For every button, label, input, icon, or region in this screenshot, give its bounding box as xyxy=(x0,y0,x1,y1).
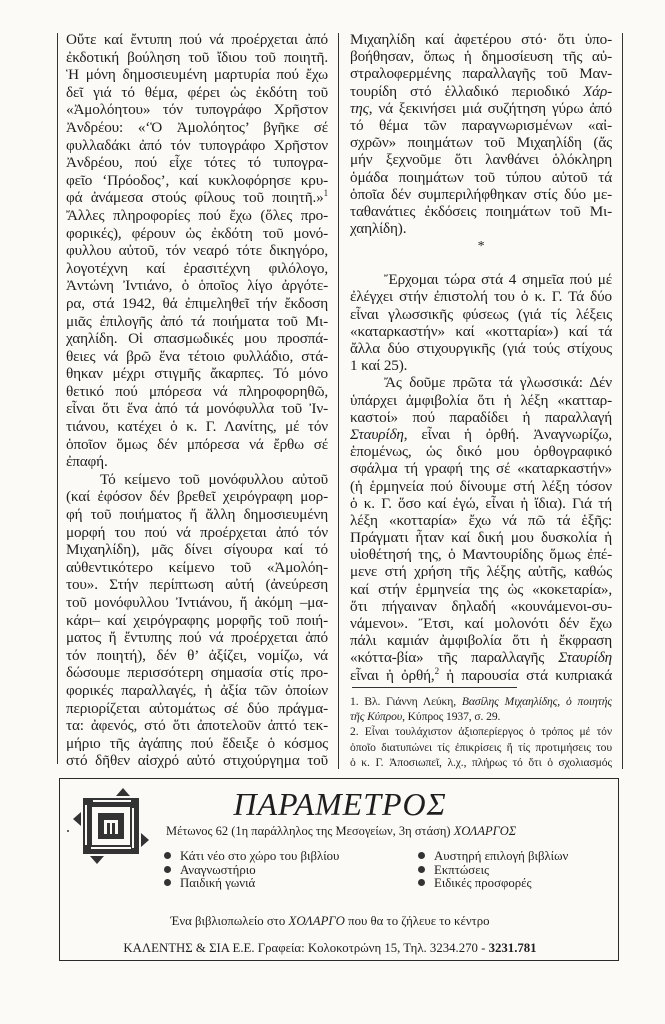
text-line: θετικό πού μπόρεσα νά πληροφορηθῶ, xyxy=(66,382,328,400)
bullet-icon xyxy=(164,879,171,886)
text-line: φυλλαδάκι ἀπό τόν τυπογράφο Χρῆστον xyxy=(66,136,328,154)
text-line: ἐκδοτική βούληση τοῦ ἴδιου τοῦ ποιητῆ. xyxy=(66,48,328,66)
text-line: ὁ κ. Γ. ὅσο καί ἐγώ, εἶναι ἡ ἴδια). Γιά τή xyxy=(350,494,612,512)
text-line: στό δῆθεν αἰσχρό αὐτό στιχούργημα τοῦ xyxy=(66,752,328,770)
text-line: μήριο τῆς ἀγάπης πού ἔδειξε ὁ κόσμος xyxy=(66,734,328,752)
italic-text: της xyxy=(350,99,369,117)
text-line: λέξη «κοτταρία» ἔχω νά πῶ τά ἑξῆς: xyxy=(350,511,612,529)
text-line: τόν ποιητή), δέν θ’ ἀξίζει, νομίζω, νά xyxy=(66,646,328,664)
text-line: μενε στή χρήση τῆς λέξης αὐτῆς, καθώς xyxy=(350,563,612,581)
text-line: λογοτέχνη καί ἐρασιτέχνη φιλόλογο, xyxy=(66,259,328,277)
text-line: Πράγματι ἦταν καί δική μου δυσκολία ἡ xyxy=(350,529,612,547)
text-line: αὐθεντικότερο κείμενο τοῦ «Ἀμολόη- xyxy=(66,558,328,576)
text-line xyxy=(350,694,612,709)
text-line: τοῦ μονόφυλλου Ἰντιάνου, ἤ ἀκόμη –μα- xyxy=(66,594,328,611)
italic-text: Χάρ- xyxy=(583,82,612,100)
text-line: κάρι– καί χειρόγραφης μορφῆς τοῦ ποιή- xyxy=(66,611,328,629)
text-line: βοήθησαν, ὅπως ἡ δημοσίευση τῆς αὐ- xyxy=(350,48,612,66)
text-line: «Ἀμολόητου» τόν τυπογράφο Χρῆστον xyxy=(66,101,328,119)
tagline-text: που θα το ζήλευε το κέντρο xyxy=(344,914,490,928)
text-line xyxy=(350,83,612,100)
text-line: Ἀντώνη Ἰντιάνο, ὁ ὁποῖος λίγο ἀργότε- xyxy=(66,277,328,295)
text-line: νάμενοι». Ἔτσι, καί μολονότι δέν ἔχω xyxy=(350,615,612,632)
text-line: υἱοθέτησή της, ὁ Μαντουρίδης ὅμως ἐπέ- xyxy=(350,546,612,564)
text-line: (ἡ ἑρμηνεία πού δίνουμε στή λέξη τόσον xyxy=(350,477,612,495)
text-line: φορικές παραλλαγές, ἡ ἀξία τῶν ὁποίων xyxy=(66,681,328,699)
right-column-rule xyxy=(622,33,623,769)
text-line: θηκαν μέχρι στιγμῆς ἄκαρπες. Τό μόνο xyxy=(66,365,328,383)
text-line: καί στήν ἑρμηνεία της ὡς «κοκεταρία», xyxy=(350,580,612,598)
italic-text: τῆς Κύπρου xyxy=(350,710,403,724)
text-line: Μιχαηλίδη καί ἀφετέρου στό· ὅτι ὑπο- xyxy=(350,31,612,48)
company-text: ΚΑΛΕΝΤΗΣ & ΣΙΑ Ε.Ε. Γραφεία: Κολοκοτρώνη 15, Τηλ. 3234.270 - xyxy=(123,941,489,955)
speck xyxy=(67,830,69,832)
footnote-separator xyxy=(352,687,517,688)
text-segment: , Κύπρος 1937, σ. 29. xyxy=(402,710,501,724)
text-line: ὁποῖο διατυπώνει τίς ἐπικρίσεις ἤ τίς προτιμήσεις του xyxy=(350,740,612,754)
bullet-icon xyxy=(418,866,425,873)
feature-item xyxy=(418,850,568,864)
text-line: περιορίζεται αὐτομάτως σέ δύο πράγμα- xyxy=(66,699,328,717)
text-line: 2. Εἶναι τουλάχιστον ἀξιοπερίεργος ὁ τρόπος μέ τόν xyxy=(350,725,612,739)
text-line: Ἡ μόνη δημοσιευμένη μαρτυρία πού ἔχω xyxy=(66,66,328,84)
text-line: ταθανάτιες ἐκδόσεις ποιημάτων τοῦ Μι- xyxy=(350,202,612,220)
text-line xyxy=(66,189,328,207)
text-line xyxy=(350,709,612,724)
feature-item xyxy=(164,850,339,864)
text-line: Ἀνδρέου, πού εἶχε τότες τό τυπογρα- xyxy=(66,154,328,172)
text-line: ρα, στά 1942, θά ἐπιμεληθεῖ τήν ἔκδοση xyxy=(66,294,328,312)
text-line: τα: ἀφενός, στό ὅτι ἀποτελοῦν ἀπτό τεκ- xyxy=(66,717,328,735)
text-line: (καί ἐφόσον δέν βρεθεῖ χειρόγραφη μορ- xyxy=(66,488,328,506)
text-line: στραλοφερμένης παραλλαγῆς τοῦ Μαν- xyxy=(350,65,612,83)
text-line xyxy=(350,649,612,666)
text-line: τιάνου, κατέχει ὁ κ. Γ. Λανίτης, μέ τόν xyxy=(66,418,328,436)
text-line: του». Στήν περίπτωση αὐτή (ἀνεύρεση xyxy=(66,576,328,594)
text-line: φυλλου αὐτοῦ, τόν νεαρό τότε δικηγόρο, xyxy=(66,242,328,260)
text-line: θειες νά βρῶ ἕνα τέτοιο φυλλάδιο, στά- xyxy=(66,347,328,365)
text-line: χαηλίδη). xyxy=(350,220,407,238)
text-line: φορικές), φέρουν ὡς ἐκδότη τοῦ μονό- xyxy=(66,224,328,242)
text-segment: ἡ παρουσία στά κυπριακά xyxy=(438,666,612,684)
bullet-icon xyxy=(164,866,171,873)
text-line: μιᾶς ἐπιλογῆς ἀπό τά ποιήματα τοῦ Μι- xyxy=(66,312,328,330)
tagline-text: Ένα βιβλιοπωλείο στο xyxy=(170,914,289,928)
text-segment: , νά ξεκινήσει μιά συζήτηση γύρω ἀπό xyxy=(368,99,612,117)
left-column-rule xyxy=(57,33,58,764)
feature-label: Αναγνωστήριο xyxy=(180,862,256,877)
phone-number: 3231.781 xyxy=(488,941,537,955)
text-segment: εἶναι ἡ ὀρθή, xyxy=(350,666,435,684)
text-line: Ἔρχομαι τώρα στά 4 σημεῖα πού μέ xyxy=(384,271,612,289)
text-line xyxy=(350,100,612,117)
bullet-icon xyxy=(418,879,425,886)
feature-item xyxy=(418,864,568,878)
store-name: ΠΑΡΑΜΕΤΡΟΣ xyxy=(233,786,447,822)
text-line: σχρῶν» ποιημάτων τοῦ Μιχαηλίδη (ἄς xyxy=(350,134,612,152)
feature-item xyxy=(418,877,568,891)
text-segment: 1. Βλ. Γιάννη Λεύκη, xyxy=(350,695,462,708)
right-text-column xyxy=(350,31,612,684)
feature-item xyxy=(164,877,339,891)
text-segment: , εἶναι ἡ ὀρθή. Ἀναγνωρίζω, xyxy=(403,425,612,443)
text-line: εἶναι γλωσσικῆς φύσεως (γιά τίς λέξεις xyxy=(350,305,612,323)
text-line: φή τοῦ ποιήματος ἤ ἄλλη δημοσιευμένη xyxy=(66,506,328,524)
text-line: ὑπάρχει ἀμφιβολία ὅτι ἡ λέξη «κατταρ- xyxy=(350,391,612,409)
text-line: σφάλμα τή γραφή της σέ «καταρκαστήν» xyxy=(350,460,612,478)
bullet-icon xyxy=(164,852,171,859)
text-segment: τουρίδη στό ἑλλαδικό περιοδικό xyxy=(350,82,583,100)
text-line: ὁ κ. Γ. Ἀποσιωπεῖ, λ.χ., πλήρως τό ὅτι ὁ σχολιασμός xyxy=(350,755,612,769)
store-address xyxy=(166,824,516,839)
features-left xyxy=(164,850,339,891)
text-line: ἑπομένως, ὡς δικό μου ὀρθογραφικό xyxy=(350,443,612,461)
footnote-ref: 2 xyxy=(434,665,439,676)
address-town: ΧΟΛΑΡΓΟΣ xyxy=(453,824,517,838)
text-line: ἄλλα δύο στιχουργικῆς (γιά τούς στίχους xyxy=(350,340,612,357)
text-line xyxy=(350,426,612,443)
text-line: χαηλίδη. Οἱ σπασμωδικές μου προσπά- xyxy=(66,330,328,348)
text-line: Τό κείμενο τοῦ μονόφυλλου αὐτοῦ xyxy=(100,470,328,488)
text-line: ματος ἤ ἔντυπης πού νά προέρχεται ἀπό xyxy=(66,629,328,647)
company-contact xyxy=(60,941,600,956)
text-segment: φά ἀνάμεσα στούς φίλους τοῦ ποιητῆ.» xyxy=(66,189,324,207)
text-line: Ἀνδρέου: «‘Ὁ Ἀμολόητος’ βγῆκε σέ xyxy=(66,118,328,136)
text-line xyxy=(350,667,612,684)
middle-column-rule xyxy=(338,33,339,769)
text-line: Ἄς δοῦμε πρῶτα τά γλωσσικά: Δέν xyxy=(384,374,612,392)
text-line: ὁμάδα ποιημάτων τοῦ τύπου αὐτοῦ τά xyxy=(350,168,612,186)
text-line: καστοί» πού παραδίδει ἡ παραλλαγή xyxy=(350,408,612,426)
text-line: Ἄλλες πληροφορίες πού ἔχω (ὅλες προ- xyxy=(66,206,328,224)
italic-text: Βασίλης Μιχαηλίδης, ὁ ποιητής xyxy=(461,695,612,708)
text-line: ὁποῖον ὅμως δέν μπόρεσα νά ἔρθω σέ xyxy=(66,435,328,453)
text-line: φεῖο ‘Πρόοδος’, καί κυκλοφόρησε κρυ- xyxy=(66,171,328,189)
text-line: εἶναι ὅτι ἕνα ἀπό τά μονόφυλλα τοῦ Ἰν- xyxy=(66,400,328,418)
text-line: πάλι καμιάν ἀμφιβολία ὅτι ἡ ἔκφραση xyxy=(350,632,612,650)
text-line: τό θέμα τῶν παραγνωρισμένων «αἰ- xyxy=(350,116,612,134)
text-segment: «κόττα-βία» τῆς παραλλαγῆς xyxy=(350,649,559,667)
feature-label: Ειδικές προσφορές xyxy=(434,876,532,890)
feature-item xyxy=(164,864,339,878)
left-text-column xyxy=(66,31,328,770)
address-text: Μέτωνος 62 (1η παράλληλος της Μεσογείων, 3η στάση) xyxy=(166,824,454,838)
text-line: Οὔτε καί ἔντυπη πού νά προέρχεται ἀπό xyxy=(66,31,328,48)
footnotes xyxy=(350,694,612,770)
feature-label: Παιδική γωνιά xyxy=(180,876,256,890)
tagline-town: ΧΟΛΑΡΓΟ xyxy=(288,914,345,928)
italic-text: Σταυρίδη xyxy=(558,649,612,667)
feature-label: Αυστηρή επιλογή βιβλίων xyxy=(434,849,569,863)
bookstore-advertisement xyxy=(59,778,619,961)
text-line: δώσουμε περισσότερη σημασία στίς προ- xyxy=(66,664,328,682)
text-line: Μιχαηλίδη), μᾶς δίνει σίγουρα καί τό xyxy=(66,541,328,559)
text-line: 1 καί 25). xyxy=(350,357,408,375)
text-line: ὅτι πήγαιναν δηλαδή «κουνάμενοι-συ- xyxy=(350,597,612,615)
footnote-ref: 1 xyxy=(323,188,328,199)
italic-text: Σταυρίδη xyxy=(350,425,404,443)
section-separator: * xyxy=(477,239,485,255)
text-line: «καταρκαστήν» καί «κοτταρία») καί τά xyxy=(350,322,612,340)
text-line: ὁποῖα δέν συμπεριλήφθηκαν στίς δύο με- xyxy=(350,185,612,203)
text-line: δεῖ γιά τό θέμα, φέρει ὡς ἐκδότη τοῦ xyxy=(66,83,328,101)
feature-label: Εκπτώσεις xyxy=(434,862,490,877)
store-tagline xyxy=(60,914,600,929)
feature-label: Κάτι νέο στο χώρο του βιβλίου xyxy=(180,849,340,863)
text-line: ἐλέγχει στήν ἐπιστολή του ὁ κ. Γ. Τά δύο xyxy=(350,288,612,306)
features-right xyxy=(418,850,568,891)
text-line: μορφή του πού νά προέρχεται ἀπό τόν xyxy=(66,523,328,541)
bullet-icon xyxy=(418,852,425,859)
text-line: μήν ξεχνοῦμε ὅτι λανθάνει ὁλόκληρη xyxy=(350,151,612,169)
text-line: ἐπαφή. xyxy=(66,453,108,471)
